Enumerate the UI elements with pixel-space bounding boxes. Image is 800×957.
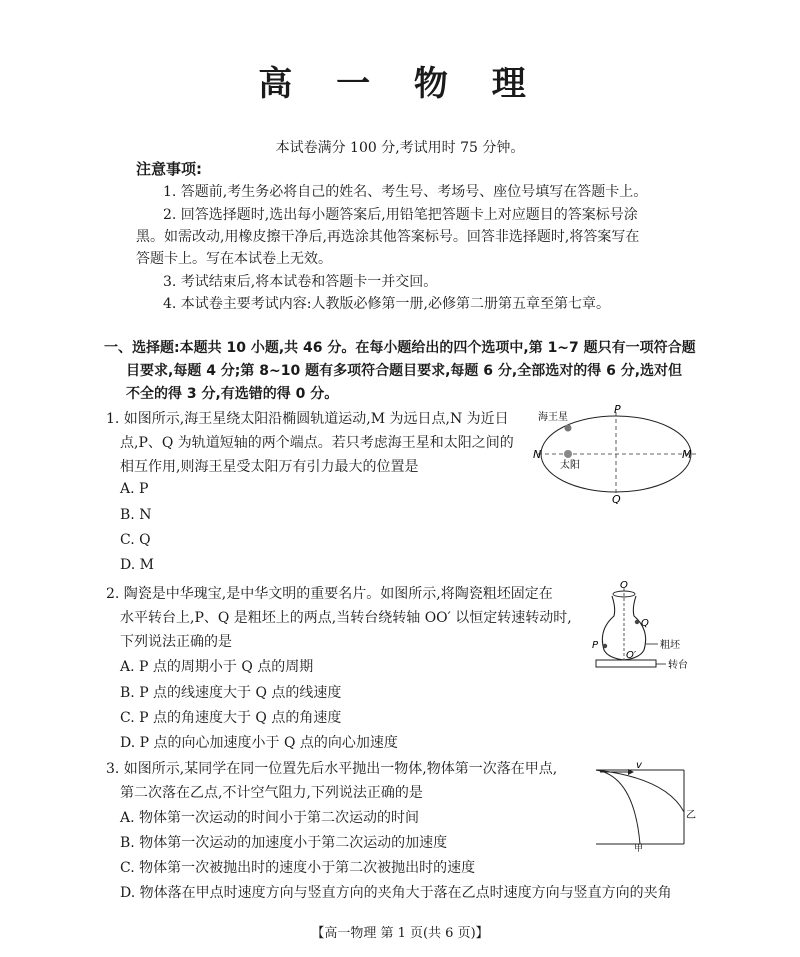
page-footer: 【高一物理 第 1 页(共 6 页)】: [311, 926, 489, 941]
label-n: N: [533, 448, 542, 461]
sun-dot: [564, 450, 572, 458]
section-heading-line-3: 不全的得 3 分,有选错的得 0 分。: [126, 386, 339, 402]
notice-item-3: 3. 考试结束后,将本试卷和答题卡一并交回。: [163, 274, 438, 290]
trajectory-1: [596, 770, 640, 844]
q2-option-d: D. P 点的向心加速度小于 Q 点的向心加速度: [120, 735, 398, 751]
label-o-prime: O′: [626, 650, 637, 661]
notice-item-2-line-1: 2. 回答选择题时,选出每小题答案后,用铅笔把答题卡上对应题目的答案标号涂: [163, 207, 638, 223]
neptune-label: 海王星: [538, 412, 568, 423]
q1-orbit-figure: [530, 404, 710, 504]
notice-item-1: 1. 答题前,考生务必将自己的姓名、考生号、考场号、座位号填写在答题卡上。: [163, 184, 648, 200]
q2-pottery-figure: [584, 580, 694, 676]
label-yi: 乙: [686, 810, 696, 821]
q1-stem-line-2: 点,P、Q 为轨道短轴的两个端点。若只考虑海王星和太阳之间的: [120, 435, 514, 451]
label-o: O: [620, 580, 628, 591]
exam-info: 本试卷满分 100 分,考试用时 75 分钟。: [275, 140, 525, 156]
label-m: M: [682, 448, 692, 461]
q2-option-a: A. P 点的周期小于 Q 点的周期: [120, 659, 314, 675]
label-v: v: [636, 760, 642, 771]
q3-stem-line-2: 第二次落在乙点,不计空气阻力,下列说法正确的是: [120, 785, 423, 801]
q2-stem-line-2: 水平转台上,P、Q 是粗坯上的两点,当转台绕转轴 OO′ 以恒定转速转动时,: [120, 610, 572, 626]
q1-option-d: D. M: [120, 557, 154, 573]
q1-option-c: C. Q: [120, 532, 151, 548]
q3-option-b: B. 物体第一次运动的加速度小于第二次运动的加速度: [120, 835, 448, 851]
label-q: Q: [641, 618, 649, 629]
label-q: Q: [612, 493, 621, 504]
sun-label: 太阳: [560, 460, 580, 471]
point-p: [603, 644, 607, 648]
q3-projectile-figure: [586, 760, 696, 852]
section-heading-line-2: 目要求,每题 4 分;第 8~10 题有多项符合题目要求,每题 6 分,全部选对的得 6 分,选对但: [126, 363, 683, 379]
label-jia: 甲: [634, 844, 644, 852]
q2-option-c: C. P 点的角速度大于 Q 点的角速度: [120, 710, 342, 726]
label-p: P: [614, 404, 621, 416]
q1-option-a: A. P: [120, 481, 149, 497]
notice-item-2-line-2: 黑。如需改动,用橡皮擦干净后,再选涂其他答案标号。回答非选择题时,将答案写在: [136, 229, 640, 245]
q1-stem-line-1: 1. 如图所示,海王星绕太阳沿椭圆轨道运动,M 为远日点,N 为近日: [106, 411, 509, 427]
page-title: 高 一 物 理: [258, 64, 542, 104]
notice-item-2-line-3: 答题卡上。写在本试卷上无效。: [136, 251, 332, 267]
q1-stem-line-3: 相互作用,则海王星受太阳万有引力最大的位置是: [120, 459, 419, 475]
q1-option-b: B. N: [120, 507, 152, 523]
notice-item-4: 4. 本试卷主要考试内容:人教版必修第一册,必修第二册第五章至第七章。: [163, 296, 610, 312]
turntable: [596, 660, 656, 667]
blank-label: 粗坯: [660, 640, 680, 651]
q2-option-b: B. P 点的线速度大于 Q 点的线速度: [120, 685, 342, 701]
q3-option-c: C. 物体第一次被抛出时的速度小于第二次被抛出时的速度: [120, 860, 476, 876]
q3-option-a: A. 物体第一次运动的时间小于第二次运动的时间: [120, 810, 420, 826]
q3-stem-line-1: 3. 如图所示,某同学在同一位置先后水平抛出一物体,物体第一次落在甲点,: [106, 761, 558, 777]
trajectory-2: [596, 770, 684, 812]
q3-option-d: D. 物体落在甲点时速度方向与竖直方向的夹角大于落在乙点时速度方向与竖直方向的夹角: [120, 885, 672, 901]
q2-stem-line-1: 2. 陶瓷是中华瑰宝,是中华文明的重要名片。如图所示,将陶瓷粗坯固定在: [106, 586, 553, 602]
section-heading-line-1: 一、选择题:本题共 10 小题,共 46 分。在每小题给出的四个选项中,第 1~7 题只有一项符合题: [104, 340, 696, 356]
label-p: P: [592, 640, 599, 651]
point-q: [635, 620, 639, 624]
notice-heading: 注意事项:: [136, 160, 202, 178]
neptune-dot: [565, 425, 572, 432]
turntable-label: 转台: [668, 660, 688, 671]
q2-stem-line-3: 下列说法正确的是: [120, 634, 232, 650]
